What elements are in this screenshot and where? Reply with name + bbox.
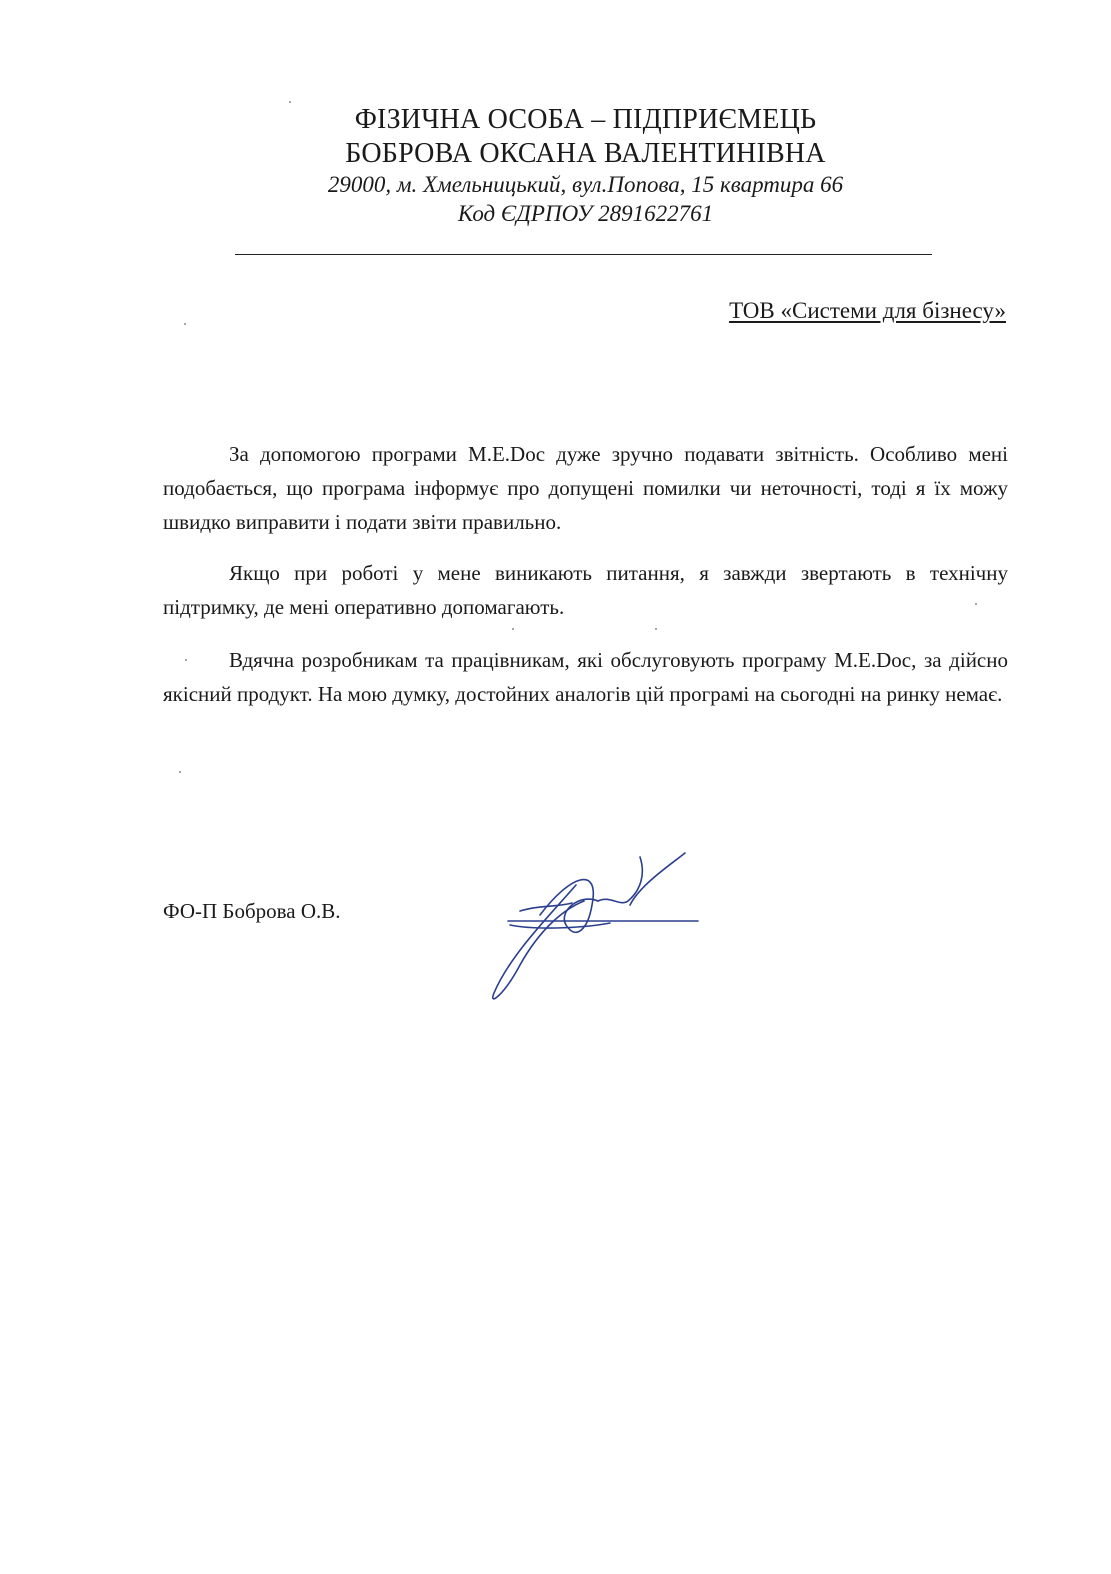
- signature-stroke-loop: [493, 885, 584, 999]
- letterhead-name: БОБРОВА ОКСАНА ВАЛЕНТИНІВНА: [345, 138, 826, 169]
- recipient: ТОВ «Системи для бізнесу»: [729, 298, 1006, 323]
- letterhead-address: 29000, м. Хмельницький, вул.Попова, 15 квартира 66: [327, 172, 844, 197]
- body-paragraph-1: За допомогою програми M.E.Doc дуже зручно подавати звітність. Особливо мені подобається, що програма інформує про допущені помилки чи неточності, тоді я їх можу швидко виправити і подати звіти правильно.: [163, 442, 1008, 534]
- signature-stroke-tail: [598, 853, 685, 905]
- body-paragraph-2: Якщо при роботі у мене виникають питання, я завжди звертають в технічну підтримку, де мені оперативно допомагають.: [163, 561, 1008, 619]
- scan-speck: [975, 603, 977, 605]
- scan-speck: [185, 659, 187, 661]
- scan-speck: [184, 323, 186, 325]
- letterhead-entity-type: ФІЗИЧНА ОСОБА – ПІДПРИЄМЕЦЬ: [354, 104, 817, 135]
- scan-speck: [655, 628, 657, 630]
- signer-name: ФО-П Боброва О.В.: [163, 899, 341, 923]
- letterhead-code: Код ЄДРПОУ 2891622761: [457, 201, 714, 226]
- scan-speck: [289, 101, 291, 103]
- scan-speck: [512, 628, 514, 630]
- letterhead-divider: [235, 254, 932, 255]
- body-paragraph-3: Вдячна розробникам та працівникам, які обслуговують програму M.E.Doc, за дійсно якісний продукт. На мою думку, достойних аналогів цій програмі на сьогодні на ринку немає.: [163, 648, 1008, 706]
- scan-speck: [179, 771, 181, 773]
- handwritten-signature: [480, 845, 720, 1005]
